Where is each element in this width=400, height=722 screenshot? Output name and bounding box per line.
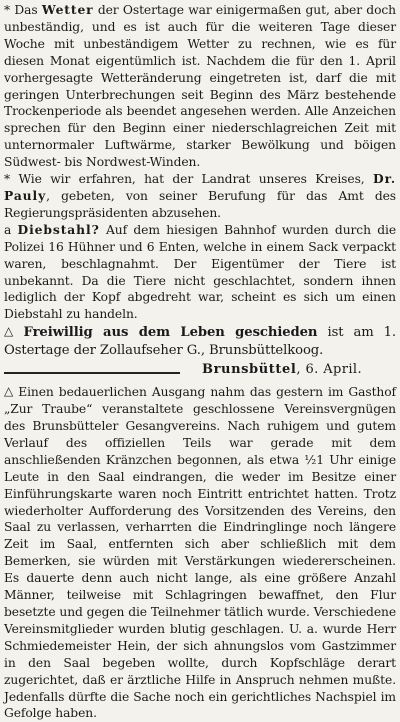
bullet-asterisk: * — [4, 172, 11, 187]
article-text: Wie wir erfahren, hat der Landrat unseres Kreises, — [10, 172, 373, 187]
article-suicide — [4, 323, 396, 360]
dateline-date: , 6. April. — [296, 362, 362, 378]
article-text: , gebeten, von seiner Berufung für das Amt des Regierungspräsidenten abzusehen. — [4, 188, 396, 220]
article-keyword: Diebstahl? — [17, 221, 100, 237]
article-text: ist am 1. Ostertage der Zollaufseher G., Brunsbüttelkoog. — [4, 325, 397, 359]
bullet-asterisk: * — [4, 3, 11, 17]
article-keyword: Freiwillig aus dem Leben geschieden — [13, 325, 318, 341]
person-name: Dr. Pauly — [4, 171, 396, 203]
article-keyword: Wetter — [41, 2, 94, 17]
dateline-row — [4, 362, 396, 384]
article-text: Einen bedauerlichen Ausgang nahm das gestern im Gasthof „Zur Traube“ veranstaltete geschlossene Vereinsvergnügen des Brunsbütteler Gesangvereins. Nach ruhigem und gutem Verlauf des offiziellen Teils war gerade mit dem anschließenden Kränzchen begonnen, als etwa ½1 Uhr einige Leute in den Saal eindrangen, die weder im Besitze einer Einführungskarte waren noch Eintritt entrichtet hatten. Trotz wiederholter Aufforderung des Vorsitzenden des Vereins, den Saal zu verlassen, verharrten die Eindringlinge noch längere Zeit im Saal, entfernten sich aber schließlich mit dem Bemerken, sie würden mit Verstärkungen wiedererscheinen. Es dauerte denn auch nicht lange, als eine größere Anzahl Männer, teilweise mit Schlagringen bewaffnet, den Flur besetzte und gegen die Teilnehmer tätlich wurde. Verschiedene Vereinsmitglieder wurden blutig geschlagen. U. a. wurde Herr Schmiedemeister Hein, der sich ahnungslos vom Gastzimmer in den Saal begeben wollte, durch Kopfschläge derart zugerichtet, daß er ärztliche Hilfe in Anspruch nehmen mußte. Jedenfalls dürfte die Sache noch ein gerichtliches Nachspiel im Gefolge haben. — [4, 385, 396, 721]
section-rule — [4, 372, 180, 374]
article-landrat — [4, 171, 396, 222]
article-brawl — [4, 384, 396, 722]
article-prefix: a — [4, 222, 18, 237]
article-theft — [4, 222, 396, 323]
article-weather — [4, 2, 396, 171]
triangle-icon: △ — [4, 324, 14, 339]
dateline — [202, 362, 362, 377]
article-text: Das — [10, 3, 42, 17]
dateline-place: Brunsbüttel — [202, 362, 297, 378]
article-text: Auf dem hiesigen Bahnhof wurden durch die Polizei 16 Hühner und 6 Enten, welche in einem Sack verpackt waren, beschlagnahmt. Der Eigentümer der Tiere ist unbekannt. Da die Tiere nicht geschlachtet, sondern ihnen lediglich der Kopf abgedreht war, scheint es sich um einen Diebstahl zu handeln. — [4, 222, 396, 322]
newspaper-column — [4, 2, 397, 721]
article-text: der Ostertage war einigermaßen gut, aber doch unbeständig, und es ist auch für die weiteren Tage dieser Woche mit unbeständigem Wetter zu rechnen, wie es für diesen Monat eigentümlich ist. Nachdem die für den 1. April vorhergesagte Wetteränderung eingetreten ist, darf die mit geringen Unterbrechungen seit Beginn des März bestehende Trockenperiode als beendet angesehen werden. Alle Anzeichen sprechen für den Beginn einer niederschlagreichen Zeit mit unternormaler Luftwärme, starker Bewölkung und böigen Südwest- bis Nordwest-Winden. — [4, 3, 396, 170]
triangle-icon: △ — [4, 384, 14, 399]
